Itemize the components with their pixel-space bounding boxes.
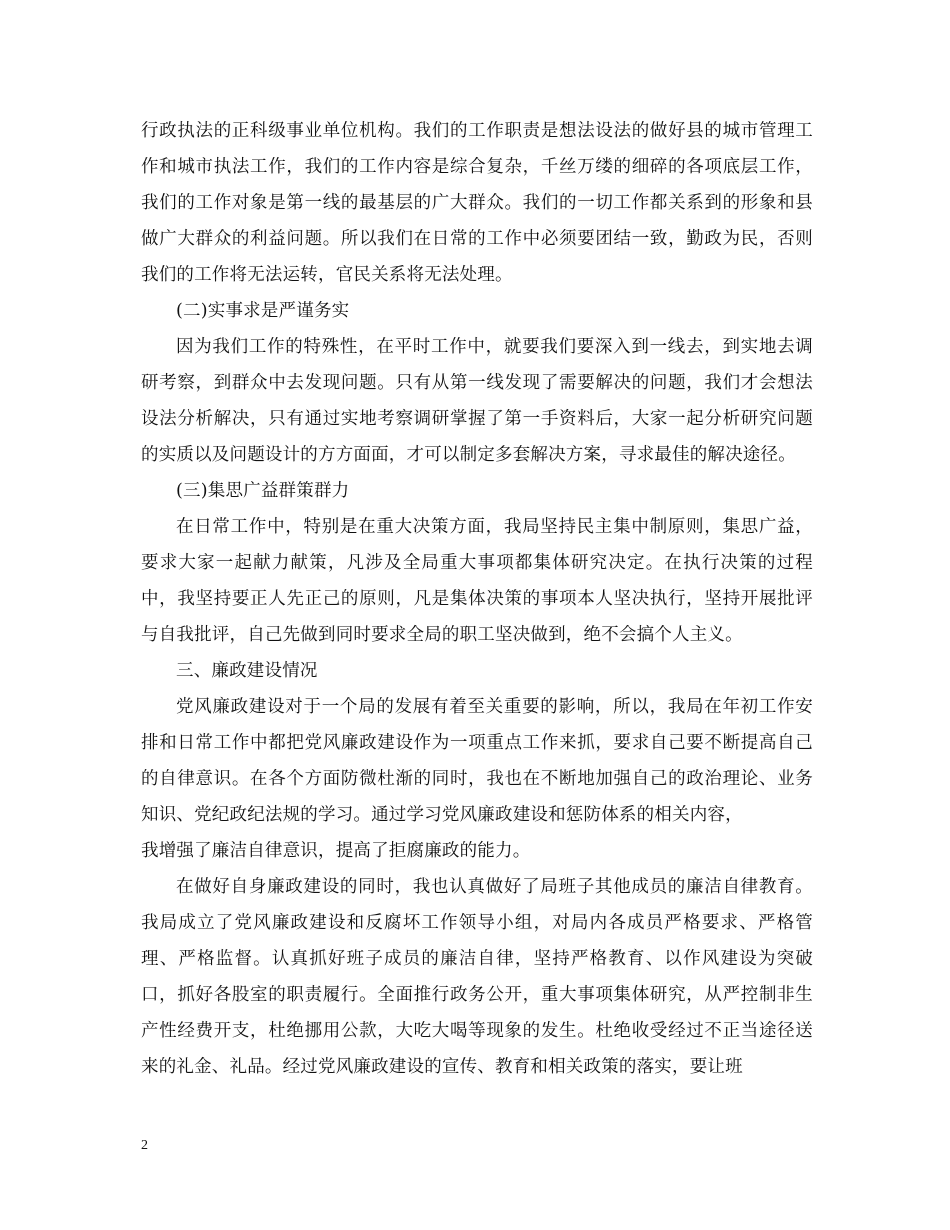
paragraph: 因为我们工作的特殊性，在平时工作中，就要我们要深入到一线去，到实地去调研考察，到群众中去发现问题。只有从第一线发现了需要解决的问题，我们才会想法设法分析解决，只有通过实地考察调研掌握了第一手资料后，大家一起分析研究问题的实质以及问题设计的方方面面，才可以制定多套解决方案，寻求最佳的解决途径。 (141, 337, 813, 465)
section-heading-2: (二)实事求是严谨务实 (176, 301, 350, 321)
section-heading-integrity: 三、廉政建设情况 (176, 661, 318, 681)
paragraph-line: 我增强了廉洁自律意识，提高了拒腐廉政的能力。 (141, 841, 531, 861)
page-number: 2 (141, 1138, 148, 1153)
paragraph: 党风廉政建设对于一个局的发展有着至关重要的影响，所以，我局在年初工作安排和日常工作中都把党风廉政建设作为一项重点工作来抓，要求自己要不断提高自己的自律意识。在各个方面防微杜渐的同时，我也在不断地加强自己的政治理论、业务知识、党纪政纪法规的学习。通过学习党风廉政建设和惩防体系的相关内容， (141, 697, 813, 825)
paragraph: 在做好自身廉政建设的同时，我也认真做好了局班子其他成员的廉洁自律教育。我局成立了党风廉政建设和反腐坏工作领导小组，对局内各成员严格要求、严格管理、严格监督。认真抓好班子成员的廉洁自律，坚持严格教育、以作风建设为突破口，抓好各股室的职责履行。全面推行政务公开，重大事项集体研究，从严控制非生产性经费开支，杜绝挪用公款，大吃大喝等现象的发生。杜绝收受经过不正当途径送来的礼金、礼品。经过党风廉政建设的宣传、教育和相关政策的落实，要让班 (141, 877, 813, 1077)
document-body (141, 113, 813, 1085)
paragraph-continuation: 行政执法的正科级事业单位机构。我们的工作职责是想法设法的做好县的城市管理工作和城市执法工作，我们的工作内容是综合复杂，千丝万缕的细碎的各项底层工作，我们的工作对象是第一线的最基层的广大群众。我们的一切工作都关系到的形象和县做广大群众的利益问题。所以我们在日常的工作中必须要团结一致，勤政为民，否则我们的工作将无法运转，官民关系将无法处理。 (141, 121, 813, 285)
paragraph: 在日常工作中，特别是在重大决策方面，我局坚持民主集中制原则，集思广益，要求大家一起献力献策，凡涉及全局重大事项都集体研究决定。在执行决策的过程中，我坚持要正人先正己的原则，凡是集体决策的事项本人坚决执行，坚持开展批评与自我批评，自己先做到同时要求全局的职工坚决做到，绝不会搞个人主义。 (141, 517, 813, 645)
section-heading-3: (三)集思广益群策群力 (176, 481, 350, 501)
